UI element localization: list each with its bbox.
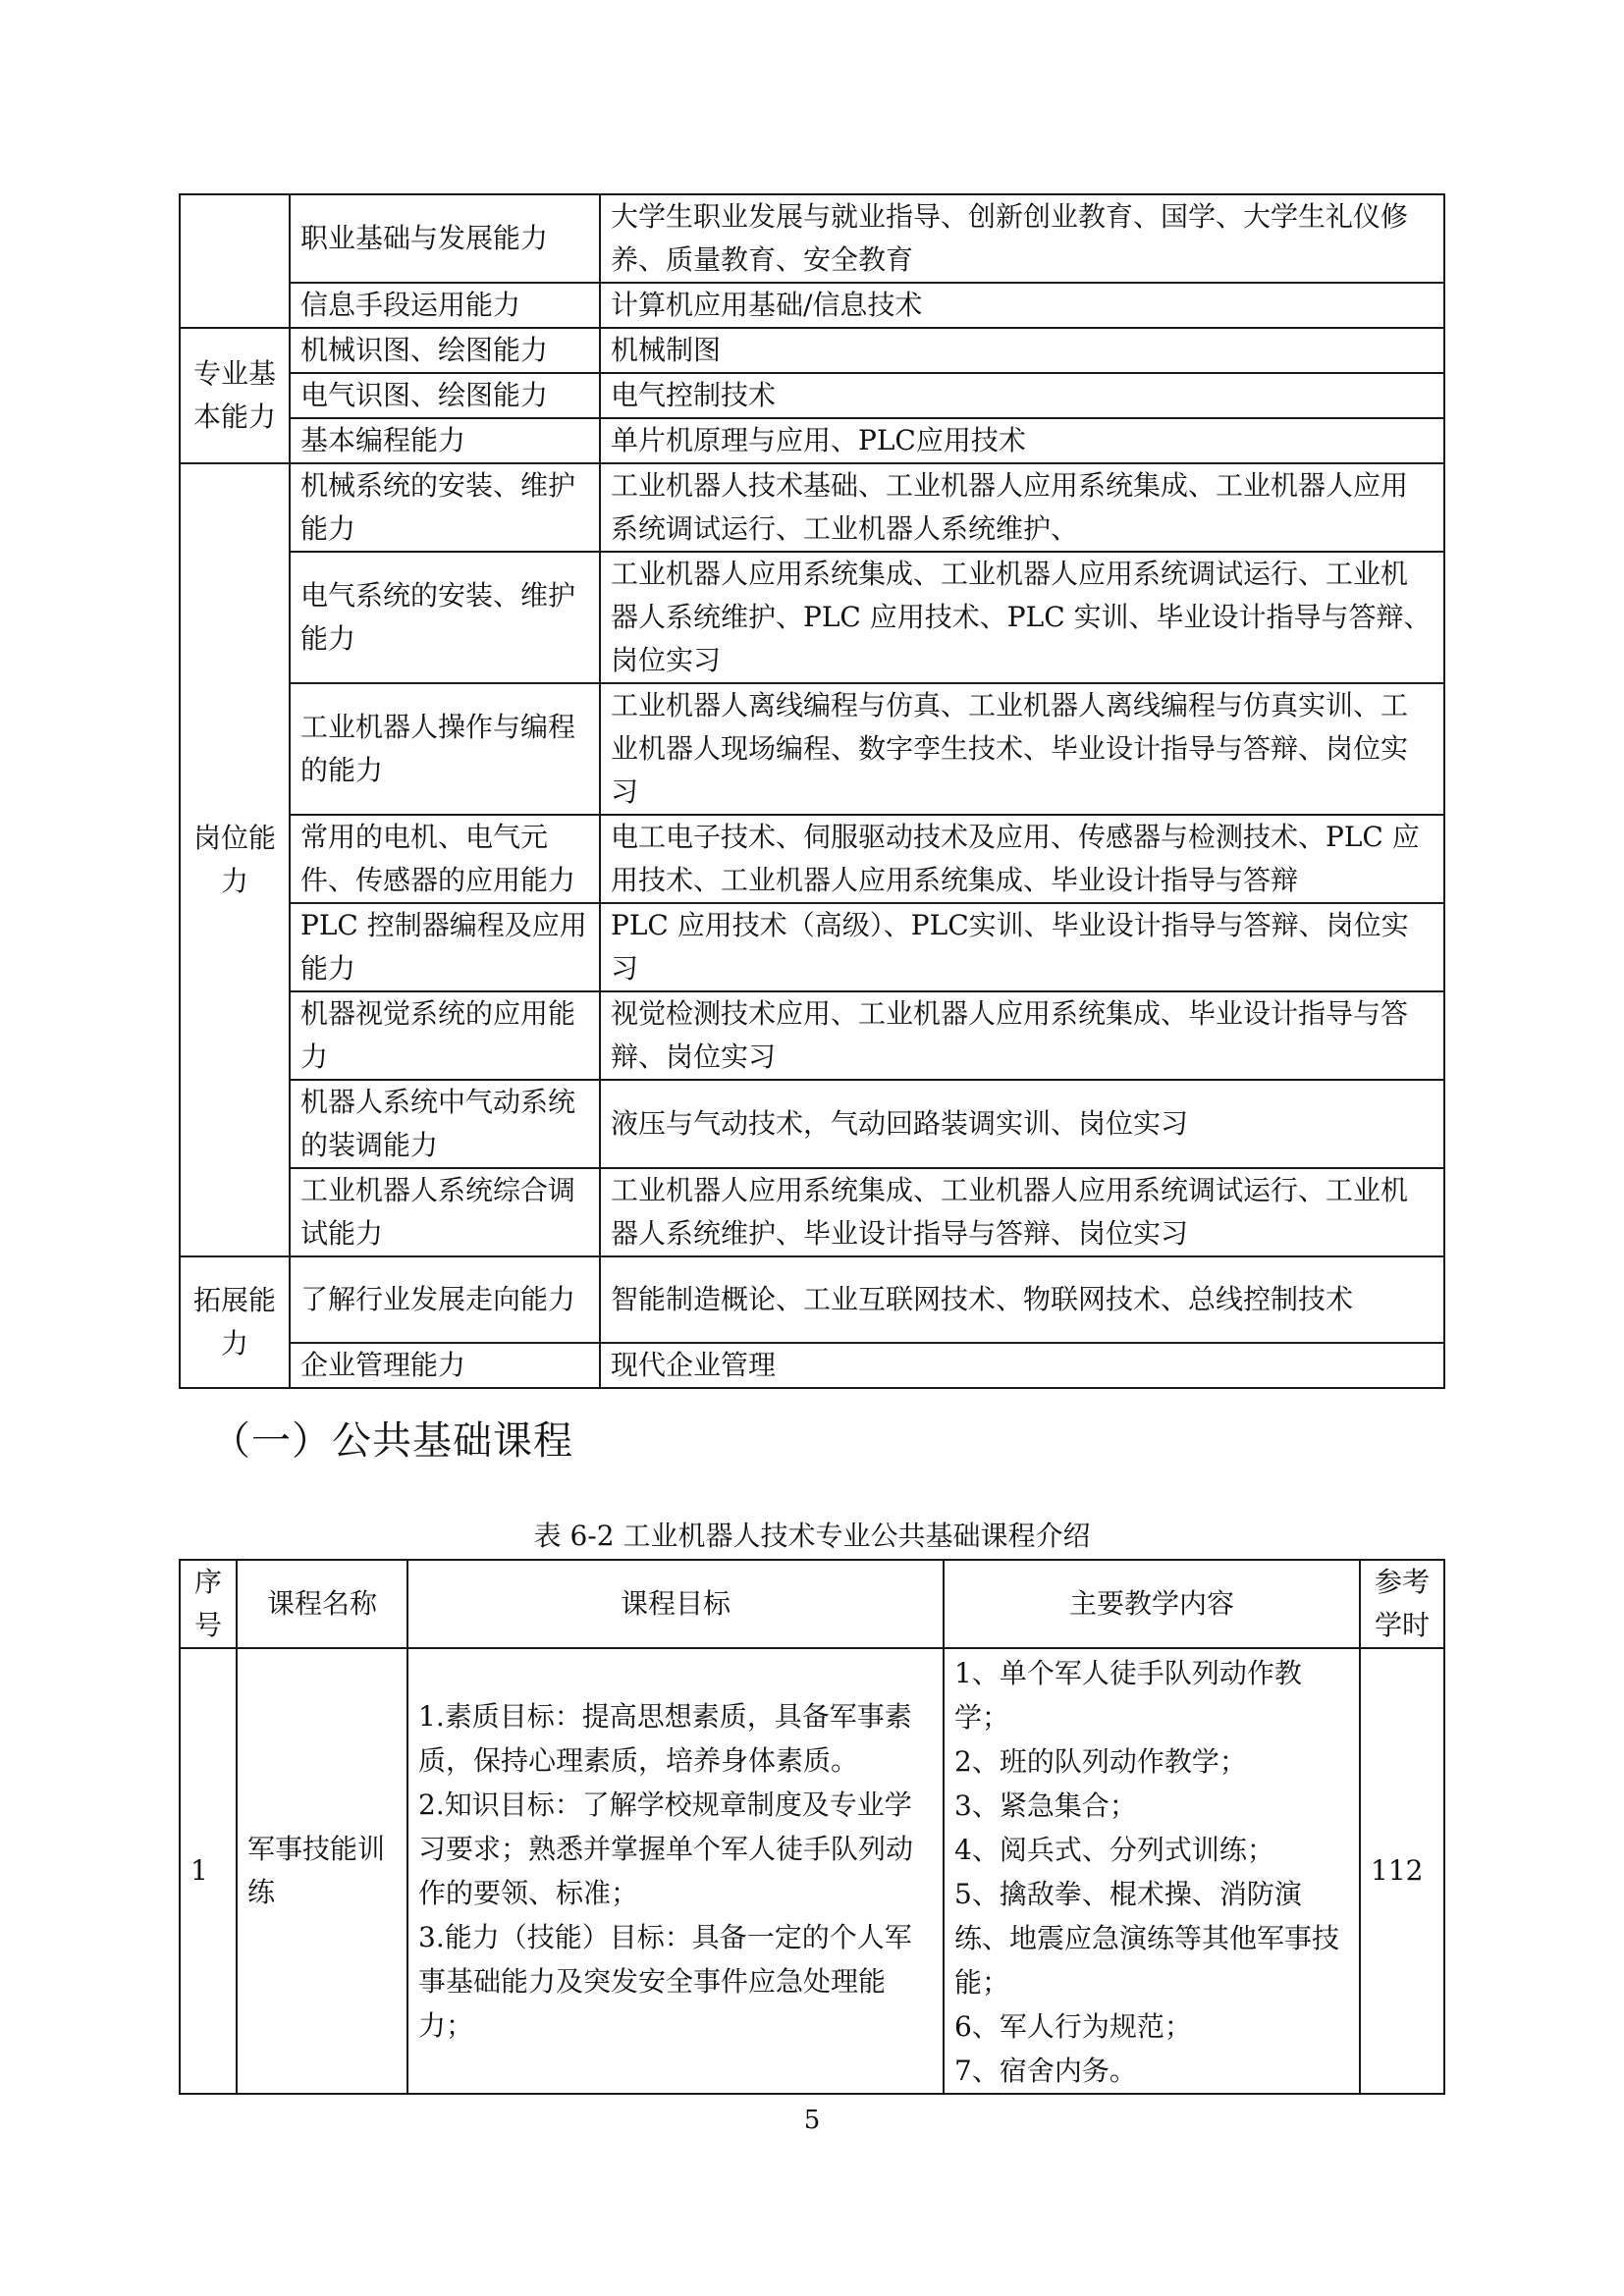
courses-cell: 工业机器人应用系统集成、工业机器人应用系统调试运行、工业机器人系统维护、PLC 应用技术、PLC 实训、毕业设计指导与答辩、岗位实习 <box>600 552 1444 683</box>
category-cell: 岗位能力 <box>180 463 290 1256</box>
content-item: 2、班的队列动作教学； <box>954 1745 1247 1778</box>
course-no: 1 <box>180 1648 237 2094</box>
ability-cell: 基本编程能力 <box>290 418 600 463</box>
courses-cell: 工业机器人技术基础、工业机器人应用系统集成、工业机器人应用系统调试运行、工业机器人系统维护、 <box>600 463 1444 552</box>
page-number: 5 <box>803 2106 821 2135</box>
category-cell: 专业基本能力 <box>180 328 290 463</box>
goal-item: 2.知识目标：了解学校规章制度及专业学习要求；熟悉并掌握单个军人徒手队列动作的要领、标准； <box>418 1789 914 1909</box>
header-goal: 课程目标 <box>407 1560 944 1648</box>
header-no: 序号 <box>180 1560 237 1648</box>
ability-cell: 信息手段运用能力 <box>290 283 600 328</box>
course-name: 军事技能训练 <box>237 1648 407 2094</box>
table-row <box>180 418 1444 463</box>
ability-cell: 机械系统的安装、维护能力 <box>290 463 600 552</box>
ability-cell: PLC 控制器编程及应用能力 <box>290 903 600 991</box>
table-row <box>180 328 1444 373</box>
ability-cell: 机械识图、绘图能力 <box>290 328 600 373</box>
goal-item: 3.能力（技能）目标：具备一定的个人军事基础能力及突发安全事件应急处理能力； <box>418 1921 912 2042</box>
ability-cell: 电气系统的安装、维护能力 <box>290 552 600 683</box>
table-row <box>180 815 1444 903</box>
header-hours: 参考学时 <box>1360 1560 1444 1648</box>
courses-cell: 液压与气动技术，气动回路装调实训、岗位实习 <box>600 1080 1444 1168</box>
ability-cell: 工业机器人系统综合调试能力 <box>290 1168 600 1256</box>
table-row <box>180 1168 1444 1256</box>
ability-cell: 电气识图、绘图能力 <box>290 373 600 418</box>
table-row <box>180 463 1444 552</box>
content-item: 1、单个军人徒手队列动作教学； <box>954 1657 1302 1734</box>
content-item: 5、擒敌拳、棍术操、消防演练、地震应急演练等其他军事技能； <box>954 1878 1340 1999</box>
courses-cell: 现代企业管理 <box>600 1343 1444 1388</box>
courses-cell: 机械制图 <box>600 328 1444 373</box>
table-row <box>180 1343 1444 1388</box>
category-cell: 拓展能力 <box>180 1256 290 1388</box>
courses-cell: PLC 应用技术（高级）、PLC实训、毕业设计指导与答辩、岗位实习 <box>600 903 1444 991</box>
table-row <box>180 552 1444 683</box>
ability-cell: 机器视觉系统的应用能力 <box>290 991 600 1080</box>
course-goals <box>407 1648 944 2094</box>
courses-cell: 工业机器人离线编程与仿真、工业机器人离线编程与仿真实训、工业机器人现场编程、数字孪生技术、毕业设计指导与答辩、岗位实习 <box>600 683 1444 815</box>
course-intro-table <box>179 1559 1445 2095</box>
ability-cell: 企业管理能力 <box>290 1343 600 1388</box>
ability-cell: 工业机器人操作与编程的能力 <box>290 683 600 815</box>
table-row <box>180 1648 1444 2094</box>
table-row <box>180 194 1444 283</box>
ability-cell: 了解行业发展走向能力 <box>290 1256 600 1343</box>
courses-cell: 视觉检测技术应用、工业机器人应用系统集成、毕业设计指导与答辩、岗位实习 <box>600 991 1444 1080</box>
courses-cell: 工业机器人应用系统集成、工业机器人应用系统调试运行、工业机器人系统维护、毕业设计指导与答辩、岗位实习 <box>600 1168 1444 1256</box>
courses-cell: 大学生职业发展与就业指导、创新创业教育、国学、大学生礼仪修养、质量教育、安全教育 <box>600 194 1444 283</box>
course-contents <box>944 1648 1360 2094</box>
ability-cell: 职业基础与发展能力 <box>290 194 600 283</box>
content-item: 7、宿舍内务。 <box>954 2055 1137 2087</box>
courses-cell: 单片机原理与应用、PLC应用技术 <box>600 418 1444 463</box>
section-heading: （一）公共基础课程 <box>211 1418 573 1464</box>
ability-cell: 常用的电机、电气元件、传感器的应用能力 <box>290 815 600 903</box>
courses-cell: 计算机应用基础/信息技术 <box>600 283 1444 328</box>
course-hours: 112 <box>1360 1648 1444 2094</box>
courses-cell: 电工电子技术、伺服驱动技术及应用、传感器与检测技术、PLC 应用技术、工业机器人应用系统集成、毕业设计指导与答辩 <box>600 815 1444 903</box>
table-row <box>180 1256 1444 1343</box>
content-item: 6、军人行为规范； <box>954 2010 1192 2043</box>
table-row <box>180 373 1444 418</box>
content-item: 4、阅兵式、分列式训练； <box>954 1834 1274 1866</box>
ability-course-table <box>179 193 1445 1389</box>
table-row <box>180 1080 1444 1168</box>
courses-cell: 智能制造概论、工业互联网技术、物联网技术、总线控制技术 <box>600 1256 1444 1343</box>
courses-cell: 电气控制技术 <box>600 373 1444 418</box>
table-row <box>180 683 1444 815</box>
content-item: 3、紧急集合； <box>954 1789 1137 1822</box>
ability-cell: 机器人系统中气动系统的装调能力 <box>290 1080 600 1168</box>
category-cell <box>180 194 290 328</box>
goal-item: 1.素质目标：提高思想素质，具备军事素质，保持心理素质，培养身体素质。 <box>418 1700 912 1777</box>
header-name: 课程名称 <box>237 1560 407 1648</box>
header-content: 主要教学内容 <box>944 1560 1360 1648</box>
table-row <box>180 283 1444 328</box>
table-row <box>180 903 1444 991</box>
table-caption: 表 6-2 工业机器人技术专业公共基础课程介绍 <box>533 1520 1091 1552</box>
table-header-row <box>180 1560 1444 1648</box>
table-row <box>180 991 1444 1080</box>
